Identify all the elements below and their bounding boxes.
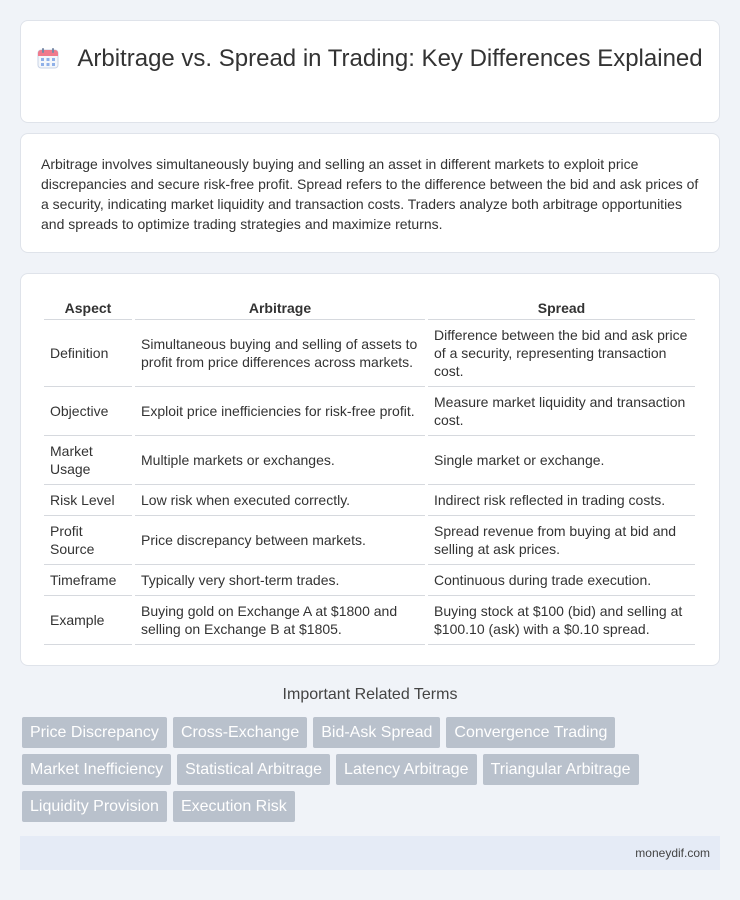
tag-row [22, 717, 722, 748]
related-terms-tags [22, 717, 722, 828]
table-row [44, 596, 695, 645]
header-arbitrage: Arbitrage [135, 296, 425, 320]
arbitrage-cell: Typically very short-term trades. [135, 565, 425, 596]
tag-row [22, 791, 722, 822]
arbitrage-cell: Low risk when executed correctly. [135, 485, 425, 516]
tag-convergence-trading[interactable]: Convergence Trading [446, 717, 615, 748]
footer-site-link[interactable]: moneydif.com [635, 846, 710, 860]
header-card [20, 20, 720, 123]
spread-cell: Continuous during trade execution. [428, 565, 695, 596]
aspect-cell: Definition [44, 320, 132, 387]
calendar-icon [37, 47, 59, 69]
tag-price-discrepancy[interactable]: Price Discrepancy [22, 717, 167, 748]
tag-execution-risk[interactable]: Execution Risk [173, 791, 295, 822]
comparison-card [20, 273, 720, 666]
table-row [44, 485, 695, 516]
spread-cell: Spread revenue from buying at bid and selling at ask prices. [428, 516, 695, 565]
tag-triangular-arbitrage[interactable]: Triangular Arbitrage [483, 754, 639, 785]
header-spread: Spread [428, 296, 695, 320]
table-row [44, 320, 695, 387]
arbitrage-cell: Multiple markets or exchanges. [135, 436, 425, 485]
arbitrage-cell: Price discrepancy between markets. [135, 516, 425, 565]
related-terms-heading: Important Related Terms [282, 686, 458, 703]
aspect-cell: Objective [44, 387, 132, 436]
arbitrage-cell: Buying gold on Exchange A at $1800 and selling on Exchange B at $1805. [135, 596, 425, 645]
page-title: Arbitrage vs. Spread in Trading: Key Differences Explained [77, 45, 703, 72]
intro-card [20, 133, 720, 253]
aspect-cell: Risk Level [44, 485, 132, 516]
aspect-cell: Market Usage [44, 436, 132, 485]
header-aspect: Aspect [44, 296, 132, 320]
tag-statistical-arbitrage[interactable]: Statistical Arbitrage [177, 754, 330, 785]
table-row [44, 516, 695, 565]
aspect-cell: Example [44, 596, 132, 645]
footer [20, 836, 720, 870]
aspect-cell: Profit Source [44, 516, 132, 565]
table-header-row [44, 296, 695, 320]
tag-latency-arbitrage[interactable]: Latency Arbitrage [336, 754, 477, 785]
spread-cell: Single market or exchange. [428, 436, 695, 485]
spread-cell: Difference between the bid and ask price of a security, representing transaction cost. [428, 320, 695, 387]
tag-cross-exchange[interactable]: Cross-Exchange [173, 717, 307, 748]
tag-market-inefficiency[interactable]: Market Inefficiency [22, 754, 171, 785]
arbitrage-cell: Exploit price inefficiencies for risk-free profit. [135, 387, 425, 436]
tag-bid-ask-spread[interactable]: Bid-Ask Spread [313, 717, 440, 748]
table-row [44, 565, 695, 596]
table-row [44, 387, 695, 436]
page-title-wrap [21, 45, 719, 73]
intro-paragraph: Arbitrage involves simultaneously buying and selling an asset in different markets to exploit price discrepancies and secure risk-free profit. Spread refers to the difference between the bid and ask prices of a security, indicating market liquidity and transaction costs. Traders analyze both arbitrage opportunities and spreads to optimize trading strategies and maximize returns. [41, 156, 699, 232]
aspect-cell: Timeframe [44, 565, 132, 596]
comparison-table [41, 296, 698, 645]
table-row [44, 436, 695, 485]
tag-row [22, 754, 722, 785]
spread-cell: Measure market liquidity and transaction cost. [428, 387, 695, 436]
spread-cell: Buying stock at $100 (bid) and selling at $100.10 (ask) with a $0.10 spread. [428, 596, 695, 645]
arbitrage-cell: Simultaneous buying and selling of assets to profit from price differences across markets. [135, 320, 425, 387]
spread-cell: Indirect risk reflected in trading costs. [428, 485, 695, 516]
tag-liquidity-provision[interactable]: Liquidity Provision [22, 791, 167, 822]
